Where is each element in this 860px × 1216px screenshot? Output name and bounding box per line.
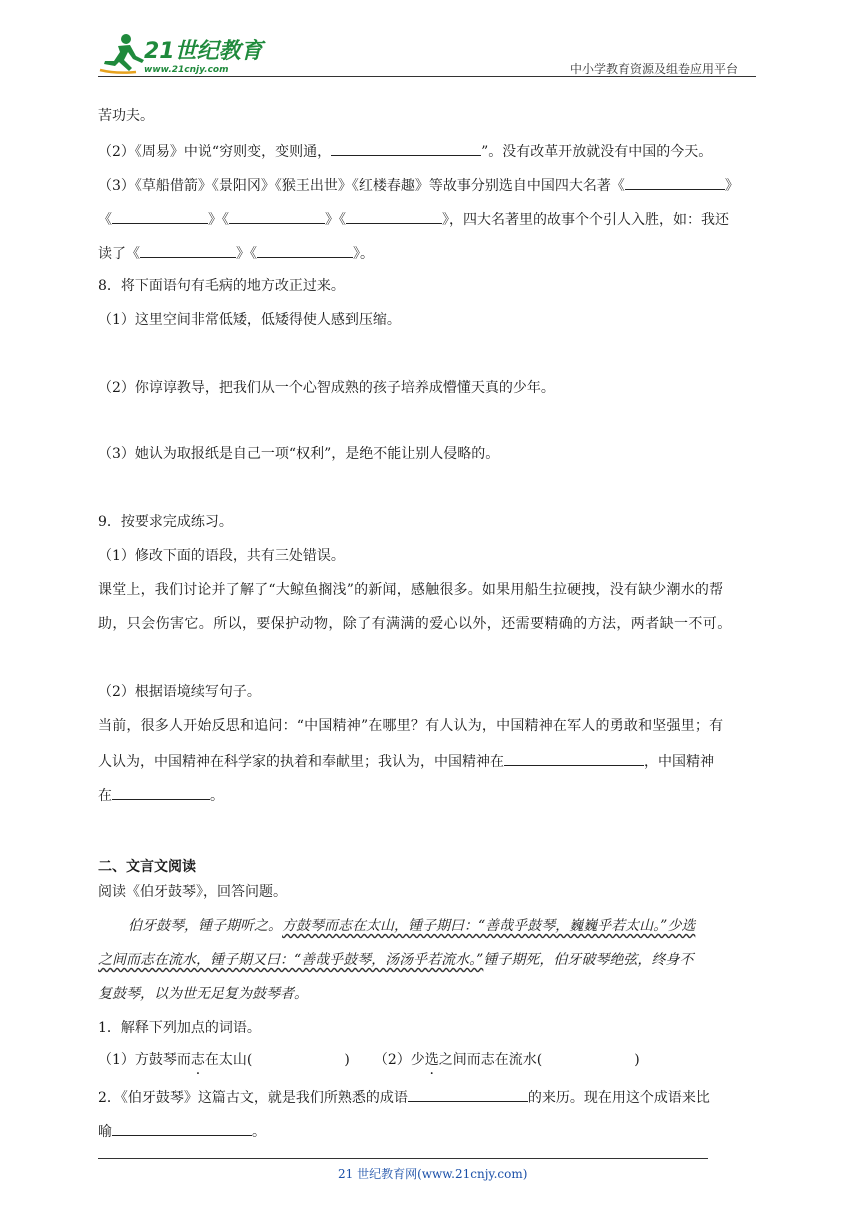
subquestion-1-items: （1）方鼓琴而志在太山( ) （2）少选之间而志在流水( ) <box>98 1052 640 1068</box>
logo-title: 21世纪教育 <box>144 39 263 64</box>
answer-blank[interactable] <box>504 750 644 766</box>
question-8-title: 8．将下面语句有毛病的地方改正过来。 <box>98 278 345 294</box>
question-9-2: （2）根据语境续写句子。 <box>98 684 261 700</box>
answer-blank[interactable] <box>112 1120 252 1136</box>
answer-blank[interactable] <box>331 140 481 156</box>
footer-divider <box>98 1158 708 1159</box>
answer-blank[interactable] <box>140 242 236 258</box>
question-8-1: （1）这里空间非常低矮，低矮得使人感到压缩。 <box>98 312 401 328</box>
subquestion-2: 2．《伯牙鼓琴》这篇古文，就是我们所熟悉的成语 的来历。现在用这个成语来比 <box>98 1086 710 1108</box>
question-8-2: （2）你谆谆教导，把我们从一个心智成熟的孩子培养成懵懂天真的少年。 <box>98 380 555 396</box>
header-divider <box>98 76 756 77</box>
passage-line: 人认为，中国精神在科学家的执着和奉献里；我认为，中国精神在 ，中国精神 <box>98 750 714 772</box>
classical-text-line: 之间而志在流水，锺子期又曰：“善哉乎鼓琴，汤汤乎若流水。”锺子期死，伯牙破琴绝弦，终身不 <box>98 952 694 968</box>
question-7-2: （2）《周易》中说“穷则变，变则通， ”。没有改革开放就没有中国的今天。 <box>98 140 712 162</box>
passage-line: 当前，很多人开始反思和追问：“中国精神”在哪里？有人认为，中国精神在军人的勇敢和坚强里；有 <box>98 718 724 734</box>
passage-line: 课堂上，我们讨论并了解了“大鲸鱼搁浅”的新闻，感触很多。如果用船生拉硬拽，没有缺少潮水的帮 <box>98 582 724 598</box>
question-7-3-end: 读了《 》《 》。 <box>98 242 374 264</box>
question-8-3: （3）她认为取报纸是自己一项“权利”，是绝不能让别人侵略的。 <box>98 446 500 462</box>
question-9-title: 9．按要求完成练习。 <box>98 514 233 530</box>
passage-line: 在 。 <box>98 784 224 806</box>
question-9-1: （1）修改下面的语段，共有三处错误。 <box>98 548 345 564</box>
subquestion-1: 1．解释下列加点的词语。 <box>98 1020 261 1036</box>
subquestion-2-cont: 喻 。 <box>98 1120 266 1142</box>
question-7-3-cont: 《 》《 》《 》，四大名著里的故事个个引人入胜，如：我还 <box>98 208 729 230</box>
answer-blank[interactable] <box>112 784 210 800</box>
footer-site-link[interactable]: 21 世纪教育网(www.21cnjy.com) <box>338 1167 528 1181</box>
answer-blank[interactable] <box>346 208 442 224</box>
answer-blank[interactable] <box>229 208 325 224</box>
passage-line: 助，只会伤害它。所以，要保护动物，除了有满满的爱心以外，还需要精确的方法，两者缺一不可。 <box>98 616 732 632</box>
question-7-3: （3）《草船借箭》《景阳冈》《猴王出世》《红楼春趣》等故事分别选自中国四大名著《 》 <box>98 174 739 196</box>
answer-blank[interactable] <box>257 242 353 258</box>
header-platform-text: 中小学教育资源及组卷应用平台 <box>570 62 739 76</box>
classical-text-line: 伯牙鼓琴，锺子期听之。方鼓琴而志在太山，锺子期曰：“善哉乎鼓琴，巍巍乎若太山。”少选 <box>128 918 696 934</box>
site-logo <box>96 30 266 78</box>
reading-instruction: 阅读《伯牙鼓琴》，回答问题。 <box>98 884 287 900</box>
answer-blank[interactable] <box>408 1086 528 1102</box>
classical-text-line: 复鼓琴，以为世无足复为鼓琴者。 <box>98 986 308 1002</box>
runner-icon <box>100 34 144 73</box>
section-title: 二、文言文阅读 <box>98 859 196 875</box>
logo-url: www.21cnjy.com <box>144 65 229 75</box>
answer-blank[interactable] <box>112 208 208 224</box>
answer-blank[interactable] <box>625 174 725 190</box>
text-line: 苦功夫。 <box>98 108 154 124</box>
